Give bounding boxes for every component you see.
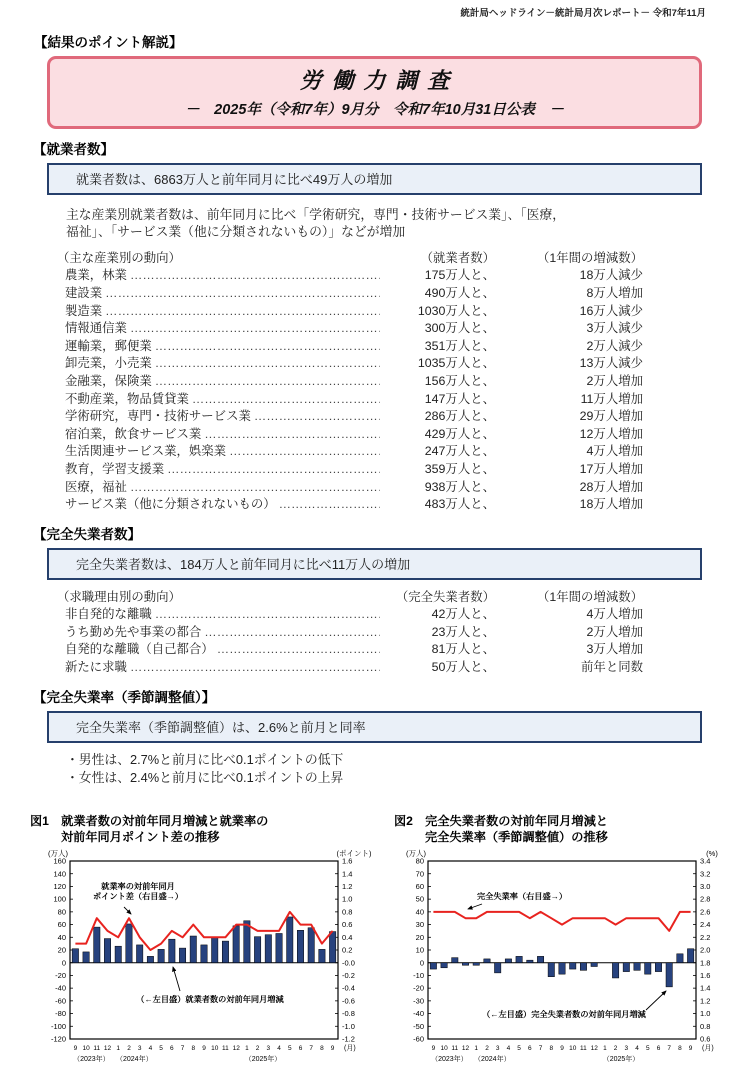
svg-text:-80: -80 (55, 1009, 66, 1019)
line-series-annotation: 就業率の対前年同月 (101, 882, 175, 892)
row-label: 新たに求職 (65, 660, 127, 675)
svg-text:2.4: 2.4 (700, 920, 711, 930)
svg-text:1.0: 1.0 (700, 1009, 711, 1019)
figures-row (0, 814, 730, 1068)
row-label: 宿泊業，飲食サービス業 (65, 426, 202, 441)
svg-text:-0.4: -0.4 (342, 984, 355, 994)
table-row (57, 285, 643, 303)
dotted-leader (130, 659, 380, 677)
row-label: 情報通信業 (65, 321, 127, 336)
row-change: 29万人増加 (579, 409, 643, 424)
svg-text:3: 3 (266, 1045, 271, 1053)
line-series (75, 912, 332, 950)
row-label: 非自発的な離職 (65, 607, 152, 622)
row-label: 教育，学習支援業 (65, 461, 165, 476)
row-label: 自発的な離職（自己都合） (65, 642, 214, 657)
row-change: 13万人減少 (579, 356, 643, 371)
dotted-leader (279, 496, 380, 514)
svg-text:3: 3 (495, 1045, 500, 1053)
unemployment-highlight-box: 完全失業者数は、184万人と前年同月に比べ11万人の増加 (47, 548, 702, 580)
svg-text:8: 8 (320, 1045, 324, 1053)
svg-text:-10: -10 (413, 971, 424, 981)
column-header: （就業者数） (420, 250, 495, 265)
svg-text:（2023年）: （2023年） (431, 1056, 468, 1064)
svg-text:5: 5 (517, 1045, 521, 1053)
svg-text:-40: -40 (55, 984, 66, 994)
svg-text:4: 4 (277, 1045, 281, 1053)
svg-text:-0.2: -0.2 (342, 971, 355, 981)
industry-table (57, 250, 643, 514)
svg-text:-60: -60 (55, 996, 66, 1006)
column-header: （1年間の増減数） (536, 250, 643, 265)
column-header: （1年間の増減数） (536, 589, 643, 604)
row-value: 81万人と、 (431, 642, 495, 657)
svg-text:-0.6: -0.6 (342, 996, 355, 1006)
table-row (57, 461, 643, 479)
figure1-title-line: 対前年同月ポイント差の推移 (61, 829, 220, 844)
row-change: 12万人増加 (579, 426, 643, 441)
svg-text:-50: -50 (413, 1022, 424, 1032)
dotted-leader (155, 355, 380, 373)
svg-text:-40: -40 (413, 1009, 424, 1019)
table-row (57, 320, 643, 338)
svg-text:（2025年）: （2025年） (602, 1056, 640, 1064)
svg-text:-0.8: -0.8 (342, 1009, 355, 1019)
svg-text:11: 11 (580, 1045, 587, 1053)
dotted-leader (105, 285, 380, 303)
row-value: 23万人と、 (431, 624, 495, 639)
employment-summary (66, 206, 690, 241)
svg-text:-20: -20 (413, 984, 424, 994)
row-label: サービス業（他に分類されないもの） (65, 497, 276, 512)
row-value: 429万人と、 (424, 426, 495, 441)
employment-highlight-box: 就業者数は、6863万人と前年同月に比べ49万人の増加 (47, 163, 702, 195)
row-label: うち勤め先や事業の都合 (65, 624, 202, 639)
svg-text:12: 12 (461, 1045, 470, 1053)
employment-summary-line: 主な産業別就業者数は、前年同月に比べ「学術研究，専門・技術サービス業」、「医療， (66, 207, 566, 222)
svg-text:1.4: 1.4 (342, 869, 353, 879)
line-series-annotation: ポイント差（右目盛→） (92, 892, 184, 902)
unemployment-rate-highlight-box: 完全失業率（季節調整値）は、2.6%と前月と同率 (47, 711, 702, 743)
svg-text:(万人): (万人) (48, 849, 68, 859)
row-change: 2万人増加 (586, 373, 643, 388)
employment-summary-line: 福祉」、「サービス業（他に分類されないもの）」などが増加 (66, 224, 406, 240)
svg-text:9: 9 (560, 1045, 564, 1053)
svg-text:8: 8 (678, 1045, 682, 1053)
row-change: 8万人増加 (586, 285, 643, 300)
svg-text:10: 10 (440, 1045, 448, 1053)
row-value: 938万人と、 (424, 479, 495, 494)
row-value: 42万人と、 (431, 607, 495, 622)
svg-text:8: 8 (549, 1045, 554, 1053)
rate-bullet-female: ・女性は、2.4%と前月に比べ0.1ポイントの上昇 (66, 770, 344, 786)
dotted-leader (130, 267, 380, 285)
figure1-chart (30, 847, 382, 1068)
row-value: 286万人と、 (424, 409, 495, 424)
table-row (57, 303, 643, 321)
svg-text:-1.0: -1.0 (342, 1022, 355, 1032)
svg-text:120: 120 (53, 882, 66, 892)
bar-series-annotation: （←左目盛）完全失業者数の対前年同月増減 (482, 1010, 646, 1020)
svg-text:30: 30 (415, 920, 424, 930)
svg-text:3: 3 (624, 1045, 629, 1053)
svg-text:(万人): (万人) (406, 849, 426, 859)
svg-text:-60: -60 (413, 1035, 424, 1045)
dotted-leader (254, 408, 380, 426)
employment-heading: 【就業者数】 (33, 142, 114, 157)
row-change: 28万人増加 (579, 479, 643, 494)
svg-text:7: 7 (309, 1045, 314, 1053)
row-value: 490万人と、 (424, 285, 495, 300)
dotted-leader (130, 320, 380, 338)
table-row (57, 426, 643, 444)
svg-text:1: 1 (474, 1045, 479, 1053)
svg-text:（2024年）: （2024年） (116, 1056, 153, 1064)
row-change: 18万人増加 (579, 497, 643, 512)
svg-text:3.0: 3.0 (700, 882, 711, 892)
row-value: 359万人と、 (424, 461, 495, 476)
row-change: 4万人増加 (586, 607, 643, 622)
table-row (57, 391, 643, 409)
dotted-leader (105, 303, 380, 321)
row-change: 2万人減少 (586, 338, 643, 353)
table-row (57, 624, 643, 642)
row-value: 1035万人と、 (417, 356, 495, 371)
svg-text:2.6: 2.6 (700, 907, 711, 917)
svg-text:1: 1 (116, 1045, 121, 1053)
row-value: 1030万人と、 (417, 303, 495, 318)
svg-text:8: 8 (191, 1045, 196, 1053)
svg-text:80: 80 (415, 857, 424, 867)
dotted-leader (155, 338, 380, 356)
row-value: 300万人と、 (424, 321, 495, 336)
row-value: 351万人と、 (424, 338, 495, 353)
svg-text:9: 9 (202, 1045, 206, 1053)
svg-text:1.6: 1.6 (342, 857, 353, 867)
svg-text:10: 10 (211, 1045, 219, 1053)
row-value: 147万人と、 (424, 391, 495, 406)
row-label: 製造業 (65, 303, 103, 318)
svg-text:9: 9 (330, 1045, 335, 1053)
row-value: 247万人と、 (424, 444, 495, 459)
svg-text:6: 6 (169, 1045, 174, 1053)
svg-text:11: 11 (451, 1045, 459, 1053)
svg-text:2: 2 (613, 1045, 618, 1053)
row-label: 医療，福祉 (65, 479, 127, 494)
svg-text:4: 4 (635, 1045, 639, 1053)
svg-text:6: 6 (298, 1045, 303, 1053)
row-change: 11万人増加 (580, 391, 643, 406)
svg-text:160: 160 (53, 857, 66, 867)
header-note: 統計局ヘッドライン－統計局月次レポート－ 令和7年11月 (460, 8, 706, 19)
svg-text:-20: -20 (55, 971, 66, 981)
dotted-leader (217, 641, 380, 659)
svg-text:6: 6 (527, 1045, 532, 1053)
dotted-leader (167, 461, 380, 479)
rate-bullet-male: ・男性は、2.7%と前月に比べ0.1ポイントの低下 (66, 751, 344, 767)
svg-text:1.8: 1.8 (700, 958, 711, 968)
svg-text:6: 6 (656, 1045, 661, 1053)
table-row (57, 443, 643, 461)
line-series (433, 912, 690, 931)
table-row (57, 355, 643, 373)
svg-text:9: 9 (688, 1045, 693, 1053)
job-seeking-reasons-table (57, 589, 643, 677)
table-header-row (57, 589, 643, 607)
svg-text:10: 10 (82, 1045, 90, 1053)
svg-text:80: 80 (57, 907, 66, 917)
svg-text:60: 60 (57, 920, 66, 930)
row-label: 生活関連サービス業，娯楽業 (65, 444, 227, 459)
dotted-leader (130, 479, 380, 497)
svg-text:0.6: 0.6 (700, 1035, 711, 1045)
column-header: （求職理由別の動向） (57, 589, 181, 604)
svg-text:0.6: 0.6 (342, 920, 353, 930)
row-label: 不動産業，物品賃貸業 (65, 391, 189, 406)
svg-text:0.4: 0.4 (342, 933, 353, 943)
svg-text:0.8: 0.8 (342, 907, 353, 917)
row-change: 18万人減少 (579, 268, 643, 283)
svg-text:3.4: 3.4 (700, 857, 711, 867)
svg-text:7: 7 (180, 1045, 185, 1053)
row-change: 16万人減少 (579, 303, 643, 318)
svg-text:(月): (月) (702, 1045, 714, 1053)
svg-text:2.2: 2.2 (700, 933, 711, 943)
svg-text:（2023年）: （2023年） (73, 1056, 110, 1064)
row-value: 156万人と、 (424, 373, 495, 388)
svg-text:0.8: 0.8 (700, 1022, 711, 1032)
figure2-title (394, 814, 730, 846)
svg-text:140: 140 (53, 869, 66, 879)
svg-text:9: 9 (431, 1045, 436, 1053)
svg-text:12: 12 (103, 1045, 112, 1053)
svg-text:0.2: 0.2 (342, 946, 353, 956)
svg-text:7: 7 (667, 1045, 672, 1053)
svg-text:(月): (月) (344, 1045, 356, 1053)
row-change: 3万人増加 (586, 642, 643, 657)
table-row (57, 659, 643, 677)
svg-text:9: 9 (73, 1045, 78, 1053)
row-change: 17万人増加 (579, 461, 643, 476)
row-label: 卸売業，小売業 (65, 356, 152, 371)
table-row (57, 408, 643, 426)
table-row (57, 606, 643, 624)
svg-text:11: 11 (93, 1045, 101, 1053)
svg-text:10: 10 (569, 1045, 577, 1053)
line-series-annotation: 完全失業率（右目盛→） (476, 892, 568, 902)
point-heading: 【結果のポイント解説】 (34, 35, 183, 50)
row-label: 学術研究，専門・技術サービス業 (65, 409, 251, 424)
row-change: 前年と同数 (581, 660, 643, 675)
svg-text:（2025年）: （2025年） (244, 1056, 282, 1064)
svg-text:1: 1 (245, 1045, 249, 1053)
row-value: 483万人と、 (424, 497, 495, 512)
dotted-leader (204, 624, 380, 642)
svg-text:60: 60 (415, 882, 424, 892)
svg-text:-100: -100 (50, 1022, 66, 1032)
unemployment-rate-heading: 【完全失業率（季節調整値）】 (33, 689, 216, 705)
svg-text:0: 0 (419, 958, 424, 968)
column-header: （主な産業別の動向） (57, 250, 181, 265)
rate-bullets (66, 751, 730, 788)
svg-text:1.4: 1.4 (700, 984, 711, 994)
unemployment-heading: 【完全失業者数】 (33, 526, 141, 542)
dotted-leader (192, 391, 380, 409)
svg-text:(ポイント): (ポイント) (336, 849, 372, 859)
figure1-title (30, 814, 382, 846)
svg-text:2: 2 (255, 1045, 260, 1053)
row-change: 4万人増加 (586, 444, 643, 459)
figure2-chart (394, 847, 730, 1068)
svg-text:5: 5 (159, 1045, 163, 1053)
row-value: 50万人と、 (431, 660, 495, 675)
table-row (57, 373, 643, 391)
table-row (57, 338, 643, 356)
svg-text:70: 70 (415, 869, 424, 879)
svg-text:（2024年）: （2024年） (474, 1056, 511, 1064)
figure2-title-line: 図2 完全失業者数の対前年同月増減と (394, 813, 608, 828)
bar-series (72, 917, 336, 963)
svg-text:12: 12 (590, 1045, 598, 1053)
svg-text:11: 11 (222, 1045, 229, 1053)
row-value: 175万人と、 (424, 268, 495, 283)
row-label: 農業，林業 (65, 268, 127, 283)
svg-text:-120: -120 (50, 1035, 66, 1045)
column-header: （完全失業者数） (395, 589, 495, 604)
svg-text:5: 5 (287, 1045, 292, 1053)
row-label: 建設業 (65, 285, 103, 300)
table-row (57, 479, 643, 497)
row-change: 3万人減少 (586, 321, 643, 336)
svg-text:4: 4 (148, 1045, 153, 1053)
dotted-leader (155, 606, 380, 624)
svg-text:100: 100 (53, 895, 66, 905)
figure1 (30, 814, 382, 1068)
survey-title-box (47, 56, 702, 129)
svg-text:10: 10 (415, 946, 424, 956)
table-row (57, 267, 643, 285)
svg-text:12: 12 (232, 1045, 240, 1053)
table-row (57, 496, 643, 514)
svg-text:(%): (%) (706, 849, 718, 859)
svg-text:1.0: 1.0 (342, 895, 353, 905)
svg-text:1: 1 (603, 1045, 607, 1053)
svg-text:1.2: 1.2 (700, 996, 711, 1006)
survey-title: 労働力調査 (299, 68, 460, 93)
svg-text:50: 50 (415, 895, 424, 905)
svg-text:3.2: 3.2 (700, 869, 711, 879)
svg-text:40: 40 (415, 907, 424, 917)
dotted-leader (229, 443, 380, 461)
svg-text:40: 40 (57, 933, 66, 943)
row-change: 2万人増加 (586, 624, 643, 639)
bar-series-annotation: （←左目盛）就業者数の対前年同月増減 (136, 995, 284, 1005)
svg-text:2: 2 (485, 1045, 489, 1053)
row-label: 金融業，保険業 (65, 373, 152, 388)
table-header-row (57, 250, 643, 268)
svg-text:-30: -30 (413, 996, 424, 1006)
figure1-title-line: 図1 就業者数の対前年同月増減と就業率の (30, 813, 269, 828)
svg-text:20: 20 (415, 933, 424, 943)
svg-text:0: 0 (61, 958, 66, 968)
svg-text:-1.2: -1.2 (342, 1035, 355, 1045)
bar-series (430, 949, 694, 987)
survey-subtitle: － 2025年（令和7年）9月分 令和7年10月31日公表 － (185, 102, 564, 118)
svg-text:1.6: 1.6 (700, 971, 711, 981)
svg-text:-0.0: -0.0 (342, 958, 355, 968)
svg-text:5: 5 (645, 1045, 650, 1053)
dotted-leader (204, 426, 380, 444)
figure2 (394, 814, 730, 1068)
svg-text:7: 7 (538, 1045, 543, 1053)
dotted-leader (155, 373, 380, 391)
figure2-title-line: 完全失業率（季節調整値）の推移 (425, 829, 608, 844)
table-row (57, 641, 643, 659)
svg-text:20: 20 (57, 946, 66, 956)
row-label: 運輸業，郵便業 (65, 338, 152, 353)
svg-text:1.2: 1.2 (342, 882, 353, 892)
svg-text:2: 2 (127, 1045, 131, 1053)
svg-text:4: 4 (506, 1045, 511, 1053)
svg-text:2.0: 2.0 (700, 946, 711, 956)
svg-text:2.8: 2.8 (700, 895, 711, 905)
svg-text:3: 3 (137, 1045, 142, 1053)
